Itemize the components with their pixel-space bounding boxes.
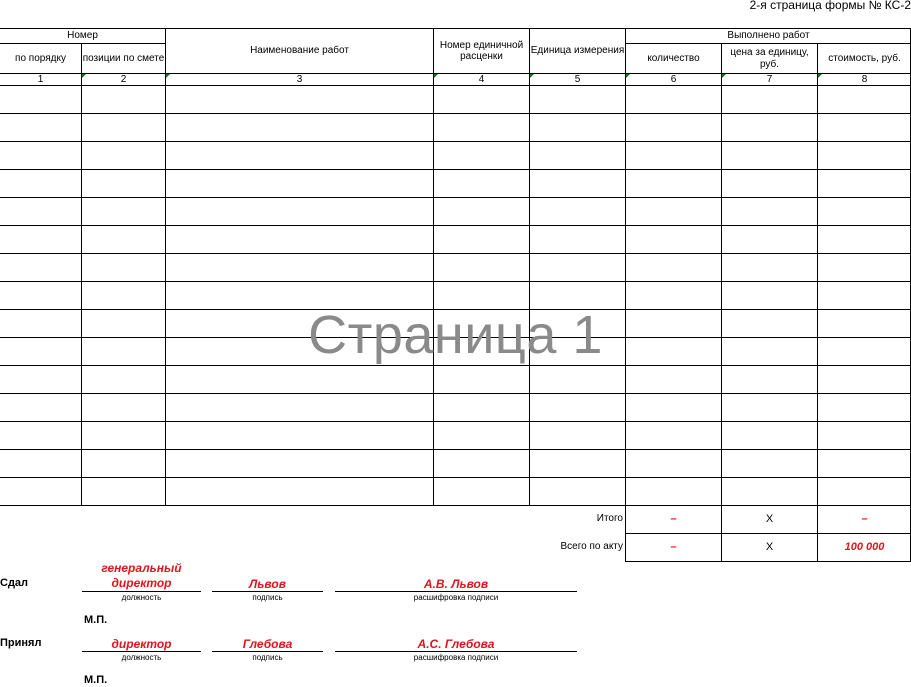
table-cell[interactable] [722, 338, 817, 365]
table-cell[interactable] [166, 478, 433, 505]
table-cell[interactable] [626, 226, 721, 253]
table-cell[interactable] [818, 366, 910, 393]
table-cell[interactable] [434, 198, 529, 225]
itogo-qty: – [670, 513, 677, 526]
header-col1: по порядку [15, 52, 66, 64]
table-cell[interactable] [82, 226, 165, 253]
table-cell[interactable] [434, 450, 529, 477]
table-cell[interactable] [434, 170, 529, 197]
table-cell[interactable] [82, 394, 165, 421]
table-cell[interactable] [818, 422, 910, 449]
table-cell[interactable] [530, 282, 625, 309]
table-cell[interactable] [1, 254, 81, 281]
table-cell[interactable] [626, 394, 721, 421]
prinyal-label: Принял [0, 637, 42, 649]
table-cell[interactable] [82, 170, 165, 197]
table-cell[interactable] [530, 86, 625, 113]
table-cell[interactable] [626, 282, 721, 309]
table-cell[interactable] [818, 338, 910, 365]
vsego-cost: 100 000 [844, 541, 885, 554]
table-cell[interactable] [626, 422, 721, 449]
table-cell[interactable] [434, 226, 529, 253]
prinyal-signature-line [212, 651, 323, 652]
table-cell[interactable] [722, 226, 817, 253]
table-cell[interactable] [82, 478, 165, 505]
table-cell[interactable] [530, 478, 625, 505]
table-cell[interactable] [722, 254, 817, 281]
table-cell[interactable] [530, 338, 625, 365]
column-number-7: 7 [766, 73, 773, 85]
table-cell[interactable] [818, 254, 910, 281]
table-cell[interactable] [722, 114, 817, 141]
table-cell[interactable] [1, 170, 81, 197]
table-cell[interactable] [1, 310, 81, 337]
table-cell[interactable] [530, 142, 625, 169]
table-cell[interactable] [166, 338, 433, 365]
table-cell[interactable] [1, 338, 81, 365]
header-col7: цена за единицу, руб. [730, 47, 809, 70]
table-cell[interactable] [530, 114, 625, 141]
table-cell[interactable] [1, 142, 81, 169]
table-cell[interactable] [530, 254, 625, 281]
table-cell[interactable] [1, 282, 81, 309]
table-cell[interactable] [818, 310, 910, 337]
prinyal-signature: Глебова [242, 637, 293, 651]
table-cell[interactable] [82, 86, 165, 113]
vsego-label: Всего по акту [560, 541, 623, 552]
table-cell[interactable] [166, 310, 433, 337]
table-cell[interactable] [530, 422, 625, 449]
table-cell[interactable] [166, 394, 433, 421]
table-cell[interactable] [82, 422, 165, 449]
table-cell[interactable] [166, 366, 433, 393]
sdal-signature-line [212, 591, 323, 592]
table-cell[interactable] [166, 226, 433, 253]
sdal-label: Сдал [0, 577, 29, 589]
cell-marker-icon [82, 74, 86, 78]
table-cell[interactable] [434, 86, 529, 113]
table-cell[interactable] [1, 394, 81, 421]
prinyal-signature-caption: подпись [252, 653, 283, 662]
table-cell[interactable] [1, 366, 81, 393]
header-col8: стоимость, руб. [828, 52, 901, 64]
table-cell[interactable] [82, 198, 165, 225]
table-cell[interactable] [818, 282, 910, 309]
table-cell[interactable] [722, 170, 817, 197]
table-cell[interactable] [166, 198, 433, 225]
table-cell[interactable] [82, 282, 165, 309]
table-cell[interactable] [166, 450, 433, 477]
table-cell[interactable] [626, 338, 721, 365]
table-cell[interactable] [626, 170, 721, 197]
cell-marker-icon [166, 74, 170, 78]
table-cell[interactable] [434, 338, 529, 365]
sdal-name-line [335, 591, 577, 592]
prinyal-position: директор [111, 637, 172, 651]
header-col3: Наименование работ [250, 45, 349, 57]
table-cell[interactable] [166, 254, 433, 281]
table-cell[interactable] [434, 254, 529, 281]
table-cell[interactable] [626, 114, 721, 141]
table-cell[interactable] [722, 142, 817, 169]
table-cell[interactable] [166, 86, 433, 113]
table-cell[interactable] [1, 86, 81, 113]
table-cell[interactable] [818, 478, 910, 505]
table-cell[interactable] [434, 114, 529, 141]
table-cell[interactable] [434, 310, 529, 337]
table-cell[interactable] [530, 170, 625, 197]
table-cell[interactable] [434, 394, 529, 421]
table-cell[interactable] [1, 198, 81, 225]
table-cell[interactable] [530, 366, 625, 393]
table-cell[interactable] [626, 478, 721, 505]
prinyal-position-line [82, 651, 201, 652]
table-cell[interactable] [166, 142, 433, 169]
table-cell[interactable] [722, 478, 817, 505]
prinyal-full-name: А.С. Глебова [417, 637, 495, 651]
cell-marker-icon [434, 74, 438, 78]
sdal-position-caption: должность [121, 593, 162, 602]
table-cell[interactable] [1, 478, 81, 505]
prinyal-name-line [335, 651, 577, 652]
column-number-8: 8 [861, 73, 868, 85]
table-cell[interactable] [818, 198, 910, 225]
column-number-1: 1 [37, 73, 44, 85]
table-cell[interactable] [82, 114, 165, 141]
grid-line [625, 561, 911, 562]
table-cell[interactable] [82, 366, 165, 393]
table-cell[interactable] [1, 226, 81, 253]
table-cell[interactable] [530, 226, 625, 253]
table-cell[interactable] [722, 86, 817, 113]
table-cell[interactable] [818, 142, 910, 169]
sdal-position-line [82, 591, 201, 592]
table-cell[interactable] [434, 422, 529, 449]
prinyal-stamp-place: М.П. [84, 674, 108, 686]
sdal-stamp-place: М.П. [84, 614, 108, 626]
form-title: 2-я страница формы № КС-2 [749, 0, 911, 12]
vsego-qty: – [670, 541, 677, 554]
sdal-signature: Львов [249, 577, 286, 591]
column-number-2: 2 [120, 73, 127, 85]
page-watermark: Страница 1 [308, 305, 603, 365]
prinyal-decoding-caption: расшифровка подписи [413, 653, 499, 662]
table-cell[interactable] [722, 394, 817, 421]
table-cell[interactable] [82, 254, 165, 281]
column-number-4: 4 [478, 73, 485, 85]
header-col5: Единица измерения [530, 45, 625, 57]
table-cell[interactable] [82, 450, 165, 477]
table-cell[interactable] [434, 366, 529, 393]
header-col2: позиции по смете [82, 52, 165, 64]
table-cell[interactable] [818, 170, 910, 197]
table-cell[interactable] [626, 366, 721, 393]
table-cell[interactable] [82, 142, 165, 169]
cell-marker-icon [626, 74, 630, 78]
table-cell[interactable] [166, 114, 433, 141]
cell-marker-icon [530, 74, 534, 78]
cell-marker-icon [722, 74, 726, 78]
sdal-decoding-caption: расшифровка подписи [413, 593, 499, 602]
column-number-6: 6 [670, 73, 677, 85]
table-cell[interactable] [722, 450, 817, 477]
table-cell[interactable] [166, 422, 433, 449]
header-group-done: Выполнено работ [727, 30, 810, 42]
table-cell[interactable] [818, 226, 910, 253]
prinyal-position-caption: должность [121, 653, 162, 662]
header-col4: Номер единичной расценки [439, 39, 524, 62]
table-cell[interactable] [722, 422, 817, 449]
header-group-number: Номер [67, 30, 98, 42]
column-number-5: 5 [574, 73, 581, 85]
table-cell[interactable] [434, 282, 529, 309]
table-cell[interactable] [166, 282, 433, 309]
table-cell[interactable] [818, 394, 910, 421]
table-cell[interactable] [818, 450, 910, 477]
table-cell[interactable] [722, 198, 817, 225]
table-cell[interactable] [434, 478, 529, 505]
itogo-cost: – [861, 513, 868, 526]
table-cell[interactable] [626, 254, 721, 281]
table-cell[interactable] [530, 310, 625, 337]
table-cell[interactable] [722, 366, 817, 393]
vsego-price: Х [765, 541, 774, 554]
cell-marker-icon [818, 74, 822, 78]
table-cell[interactable] [722, 310, 817, 337]
table-cell[interactable] [626, 310, 721, 337]
table-cell[interactable] [818, 86, 910, 113]
sdal-full-name: А.В. Львов [423, 577, 489, 591]
table-cell[interactable] [626, 142, 721, 169]
sdal-signature-caption: подпись [252, 593, 283, 602]
table-cell[interactable] [626, 450, 721, 477]
itogo-label: Итого [596, 513, 623, 524]
table-cell[interactable] [434, 142, 529, 169]
table-cell[interactable] [530, 198, 625, 225]
column-number-3: 3 [296, 73, 303, 85]
table-cell[interactable] [530, 394, 625, 421]
table-cell[interactable] [1, 450, 81, 477]
table-cell[interactable] [818, 114, 910, 141]
table-cell[interactable] [722, 282, 817, 309]
table-cell[interactable] [166, 170, 433, 197]
table-cell[interactable] [82, 338, 165, 365]
header-col6: количество [647, 52, 700, 64]
sdal-position: генеральный директор [101, 561, 182, 590]
table-cell[interactable] [82, 310, 165, 337]
table-cell[interactable] [530, 450, 625, 477]
itogo-price: Х [765, 513, 774, 526]
table-cell[interactable] [626, 86, 721, 113]
table-cell[interactable] [1, 422, 81, 449]
table-cell[interactable] [626, 198, 721, 225]
table-cell[interactable] [1, 114, 81, 141]
